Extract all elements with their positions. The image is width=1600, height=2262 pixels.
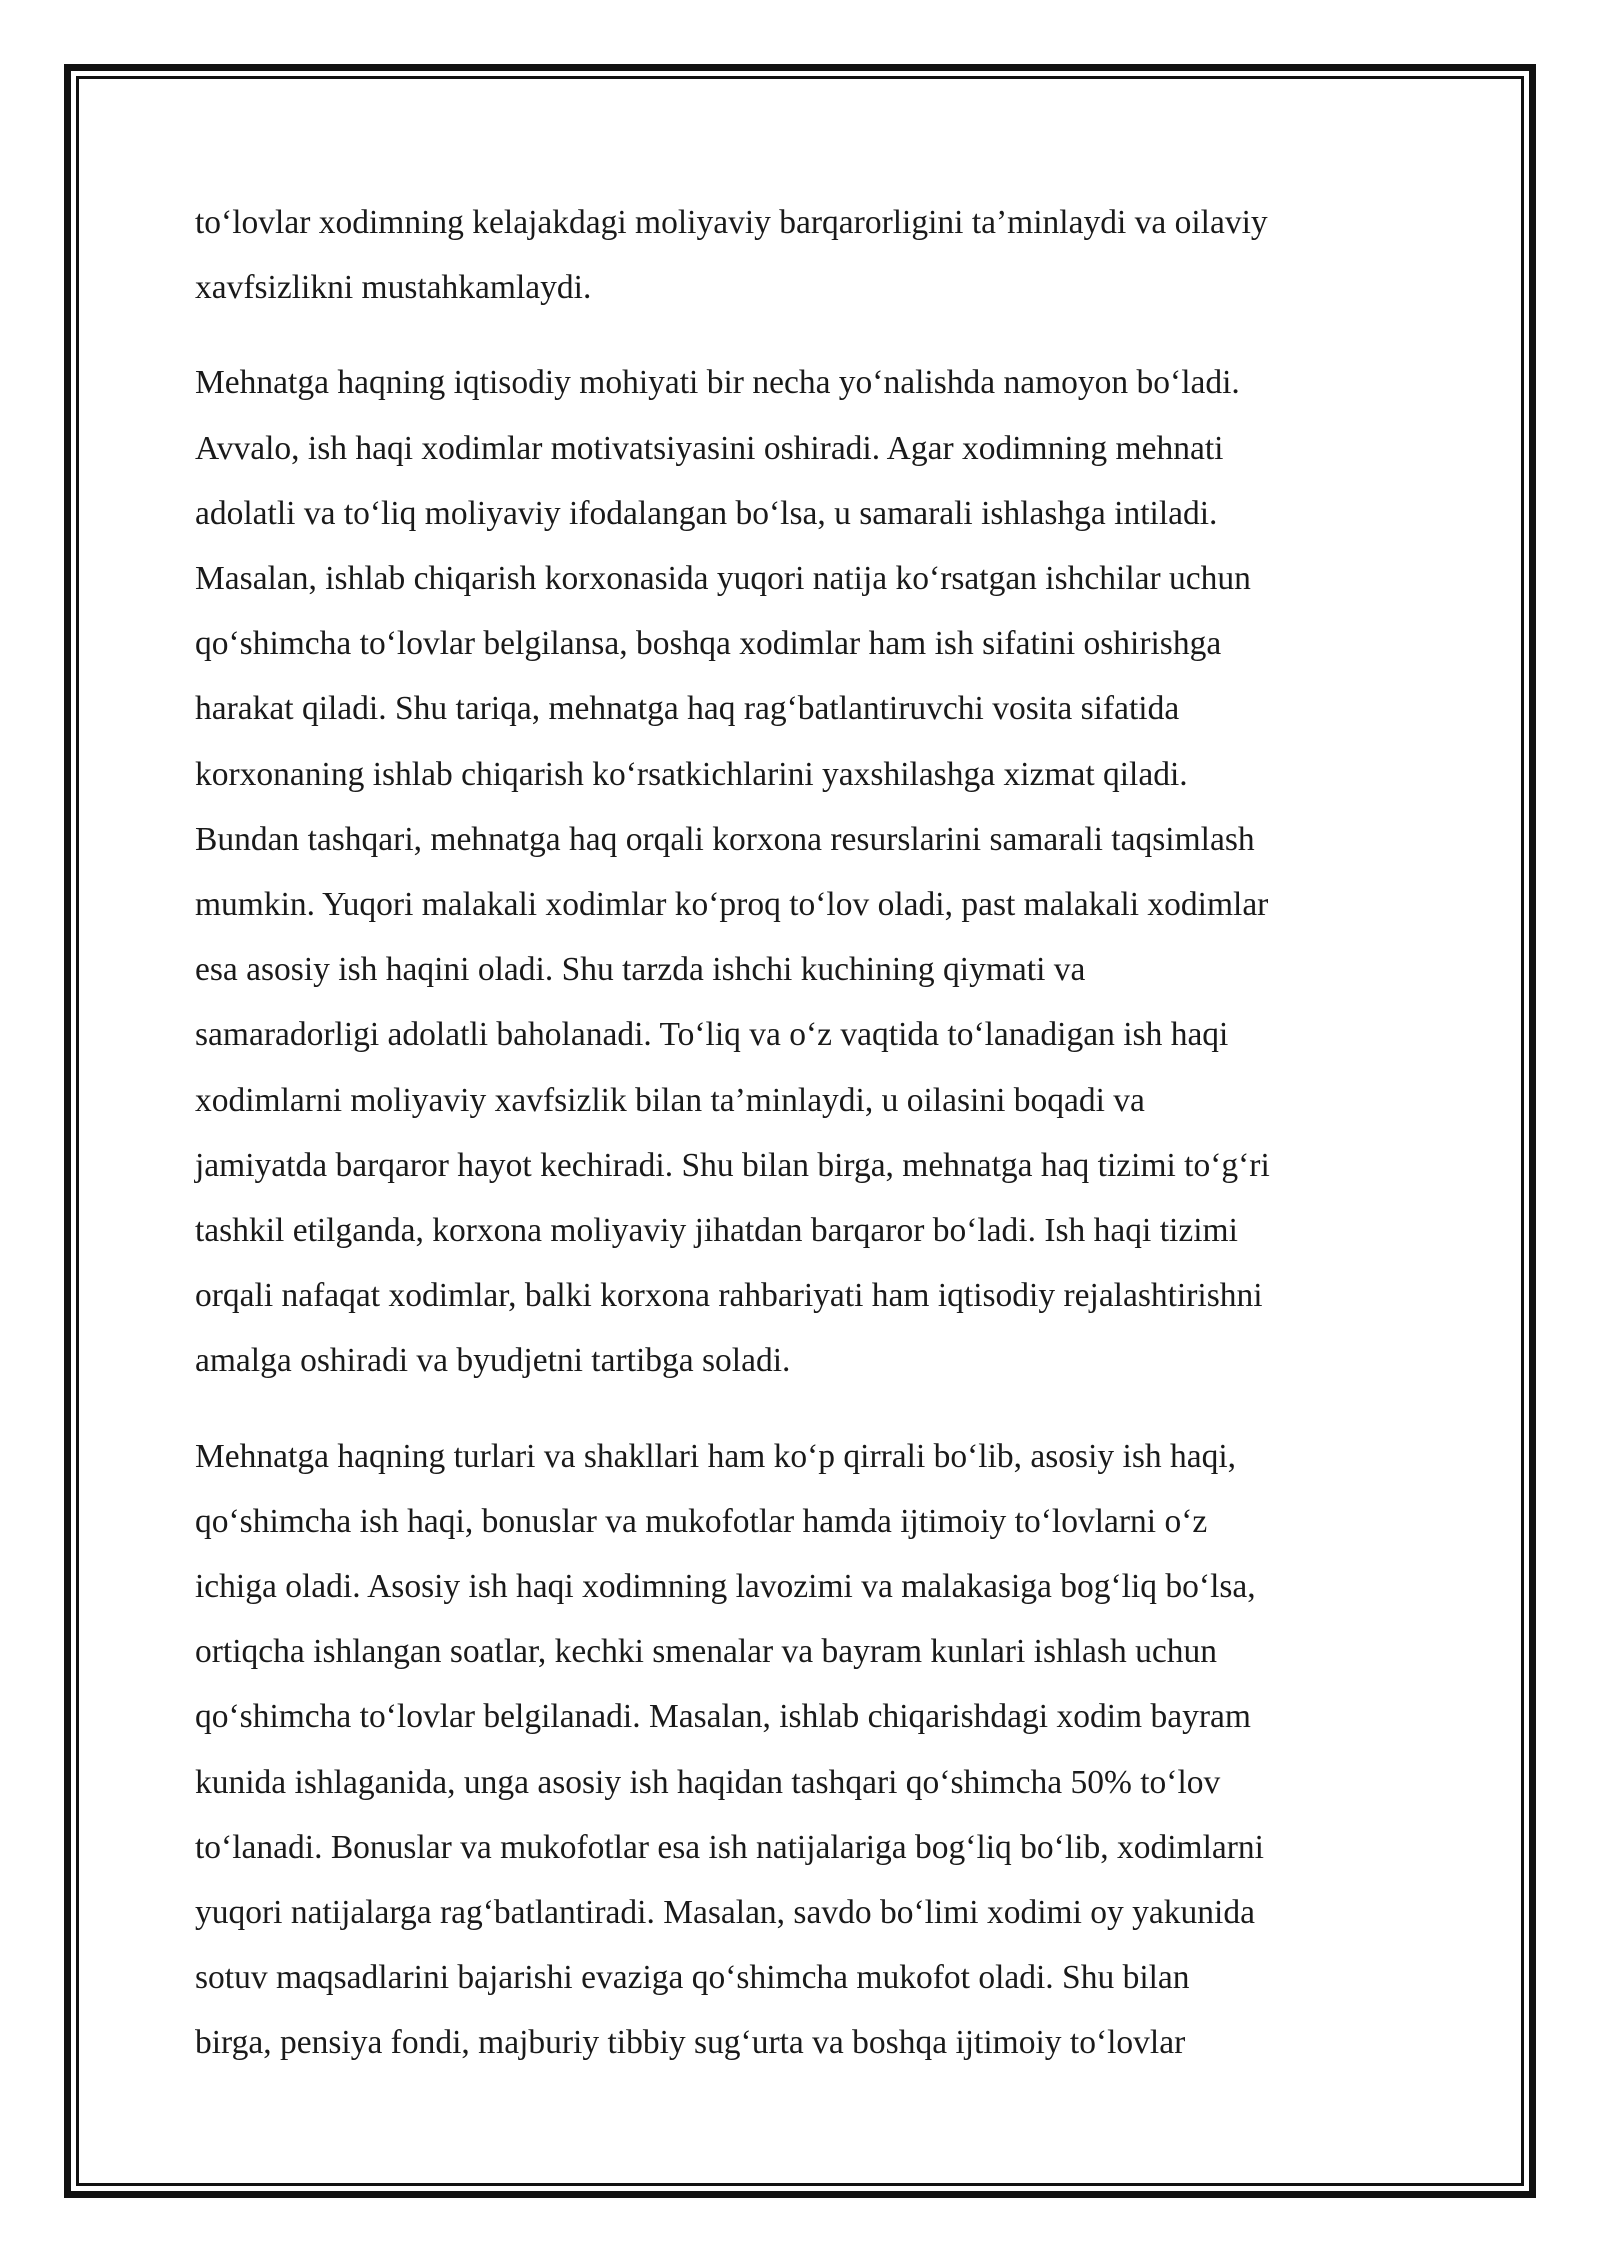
text-line: Mehnatga haqning turlari va shakllari ham ko‘p qirrali bo‘lib, asosiy ish haqi, <box>195 1437 1237 1475</box>
text-line: qo‘shimcha to‘lovlar belgilanadi. Masalan, ishlab chiqarishdagi xodim bayram <box>195 1698 1251 1736</box>
text-line: Bundan tashqari, mehnatga haq orqali korxona resurslarini samarali taqsimlash <box>195 820 1255 858</box>
text-line: samaradorligi adolatli baholanadi. To‘liq va o‘z vaqtida to‘lanadigan ish haqi <box>195 1016 1229 1054</box>
text-line: to‘lovlar xodimning kelajakdagi moliyaviy barqarorligini ta’minlaydi va oilaviy <box>195 204 1268 241</box>
text-line: mumkin. Yuqori malakali xodimlar ko‘proq to‘lov oladi, past malakali xodimlar <box>195 886 1269 924</box>
text-line: xavfsizlikni mustahkamlaydi. <box>195 269 592 307</box>
text-line: tashkil etilganda, korxona moliyaviy jihatdan barqaror bo‘ladi. Ish haqi tizimi <box>195 1212 1238 1250</box>
text-line: to‘lanadi. Bonuslar va mukofotlar esa ish natijalariga bog‘liq bo‘lib, xodimlarni <box>195 1828 1264 1866</box>
paragraph-2 <box>195 350 1420 1393</box>
text-line: Mehnatga haqning iqtisodiy mohiyati bir necha yo‘nalishda namoyon bo‘ladi. <box>195 364 1240 402</box>
text-line: jamiyatda barqaror hayot kechiradi. Shu bilan birga, mehnatga haq tizimi to‘g‘ri <box>195 1146 1270 1184</box>
text-line: sotuv maqsadlarini bajarishi evaziga qo‘shimcha mukofot oladi. Shu bilan <box>195 1959 1190 1997</box>
text-line: adolatli va to‘liq moliyaviy ifodalangan bo‘lsa, u samarali ishlashga intiladi. <box>195 494 1218 532</box>
text-line: qo‘shimcha ish haqi, bonuslar va mukofotlar hamda ijtimoiy to‘lovlarni o‘z <box>195 1502 1208 1540</box>
text-line: amalga oshiradi va byudjetni tartibga soladi. <box>195 1342 791 1380</box>
text-line: ortiqcha ishlangan soatlar, kechki smenalar va bayram kunlari ishlash uchun <box>195 1633 1217 1671</box>
text-line: Avvalo, ish haqi xodimlar motivatsiyasini oshiradi. Agar xodimning mehnati <box>195 429 1224 467</box>
text-line: kunida ishlaganida, unga asosiy ish haqidan tashqari qo‘shimcha 50% to‘lov <box>195 1763 1221 1801</box>
text-line: orqali nafaqat xodimlar, balki korxona rahbariyati ham iqtisodiy rejalashtirishni <box>195 1277 1263 1315</box>
text-line: xodimlarni moliyaviy xavfsizlik bilan ta’minlaydi, u oilasini boqadi va <box>195 1081 1145 1119</box>
text-line: esa asosiy ish haqini oladi. Shu tarzda ishchi kuchining qiymati va <box>195 951 1086 989</box>
text-line: harakat qiladi. Shu tariqa, mehnatga haq rag‘batlantiruvchi vosita sifatida <box>195 690 1180 728</box>
text-line: qo‘shimcha to‘lovlar belgilansa, boshqa xodimlar ham ish sifatini oshirishga <box>195 625 1222 663</box>
document-body <box>195 190 1420 2076</box>
text-line: yuqori natijalarga rag‘batlantiradi. Masalan, savdo bo‘limi xodimi oy yakunida <box>195 1894 1255 1932</box>
text-line: birga, pensiya fondi, majburiy tibbiy sug‘urta va boshqa ijtimoiy to‘lovlar <box>195 2024 1186 2062</box>
text-line: korxonaning ishlab chiqarish ko‘rsatkichlarini yaxshilashga xizmat qiladi. <box>195 755 1188 793</box>
text-line: Masalan, ishlab chiqarish korxonasida yuqori natija ko‘rsatgan ishchilar uchun <box>195 560 1251 598</box>
text-line: ichiga oladi. Asosiy ish haqi xodimning lavozimi va malakasiga bog‘liq bo‘lsa, <box>195 1568 1256 1606</box>
paragraph-3 <box>195 1424 1420 2076</box>
paragraph-1 <box>195 190 1420 320</box>
